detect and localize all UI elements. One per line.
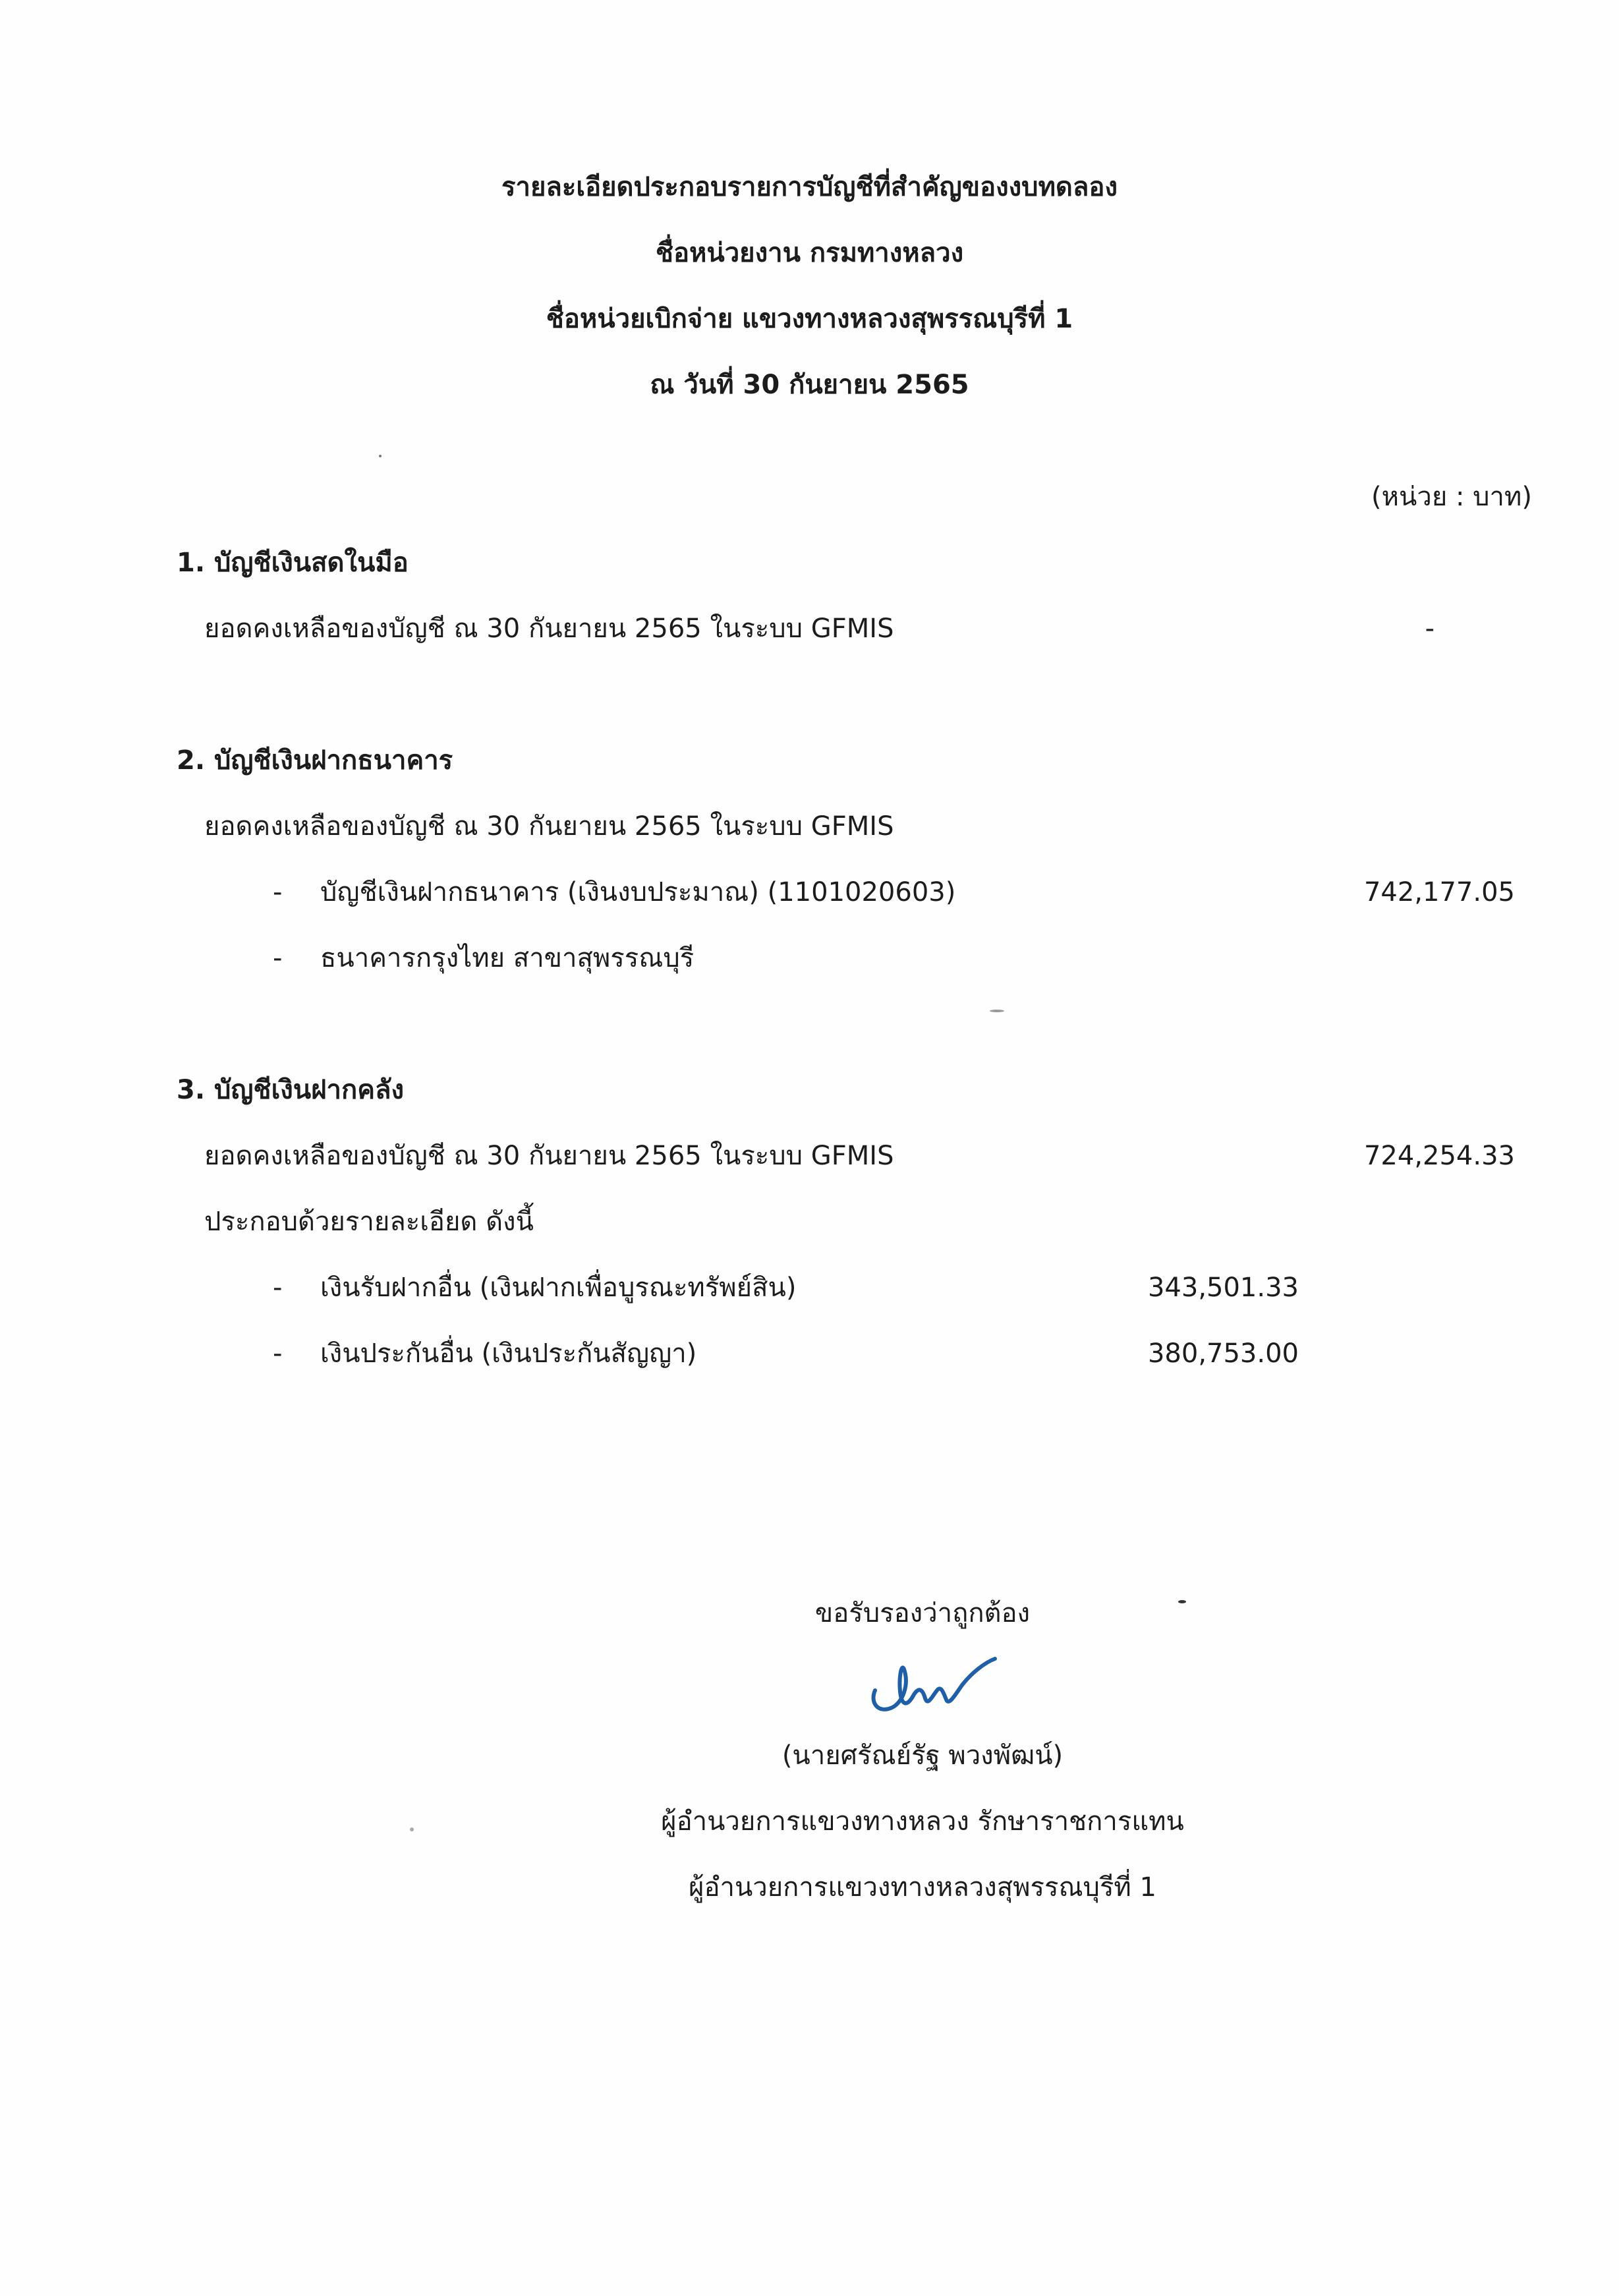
scan-speck xyxy=(1178,1600,1186,1603)
agency-name: ชื่อหน่วยงาน กรมทางหลวง xyxy=(655,238,964,268)
signature-icon xyxy=(863,1651,1002,1723)
section-2-item-1-label: บัญชีเงินฝากธนาคาร (เงินงบประมาณ) (1101020603) xyxy=(320,877,956,907)
certify-text: ขอรับรองว่าถูกต้อง xyxy=(814,1598,1031,1628)
section-2-item-2-label: ธนาคารกรุงไทย สาขาสุพรรณบุรี xyxy=(320,943,695,973)
report-date: ณ วันที่ 30 กันยายน 2565 xyxy=(650,370,969,400)
section-3-detail-label: ประกอบด้วยรายละเอียด ดังนี้ xyxy=(204,1207,534,1237)
section-2-balance-label: ยอดคงเหลือของบัญชี ณ 30 กันยายน 2565 ในระบบ GFMIS xyxy=(204,811,894,842)
signer-position-line-1: ผู้อำนวยการแขวงทางหลวง รักษาราชการแทน xyxy=(661,1806,1184,1837)
section-2-item-1-dash: - xyxy=(273,877,283,907)
signer-name: (นายศรัณย์รัฐ พวงพัฒน์) xyxy=(781,1740,1064,1771)
section-3-balance-label: ยอดคงเหลือของบัญชี ณ 30 กันยายน 2565 ในระบบ GFMIS xyxy=(204,1141,894,1171)
section-3-balance-value: 724,254.33 xyxy=(1363,1141,1515,1171)
section-1-title: 1. บัญชีเงินสดในมือ xyxy=(177,548,409,578)
section-3-item-1-value: 343,501.33 xyxy=(1147,1273,1299,1303)
section-2-title: 2. บัญชีเงินฝากธนาคาร xyxy=(177,745,453,776)
section-1-balance-label: ยอดคงเหลือของบัญชี ณ 30 กันยายน 2565 ในระบบ GFMIS xyxy=(204,614,894,644)
signer-position-line-2: ผู้อำนวยการแขวงทางหลวงสุพรรณบุรีที่ 1 xyxy=(689,1872,1156,1903)
section-3-title: 3. บัญชีเงินฝากคลัง xyxy=(177,1075,405,1105)
unit-note: (หน่วย : บาท) xyxy=(1371,482,1532,512)
section-3-item-1-dash: - xyxy=(273,1273,283,1303)
section-3-item-2-dash: - xyxy=(273,1338,283,1369)
scan-speck xyxy=(410,1827,414,1831)
scan-speck xyxy=(379,455,382,457)
section-2-item-2-dash: - xyxy=(273,943,283,973)
report-title: รายละเอียดประกอบรายการบัญชีที่สำคัญของงบทดลอง xyxy=(501,172,1118,202)
section-2-item-1-value: 742,177.05 xyxy=(1363,877,1515,907)
section-3-item-2-label: เงินประกันอื่น (เงินประกันสัญญา) xyxy=(320,1338,697,1369)
section-1-balance-value: - xyxy=(1425,614,1434,644)
section-3-item-2-value: 380,753.00 xyxy=(1147,1338,1299,1369)
section-3-item-1-label: เงินรับฝากอื่น (เงินฝากเพื่อบูรณะทรัพย์สิน) xyxy=(320,1273,797,1303)
disbursing-unit-name: ชื่อหน่วยเบิกจ่าย แขวงทางหลวงสุพรรณบุรีที่ 1 xyxy=(546,304,1073,334)
scan-speck xyxy=(990,1010,1004,1012)
